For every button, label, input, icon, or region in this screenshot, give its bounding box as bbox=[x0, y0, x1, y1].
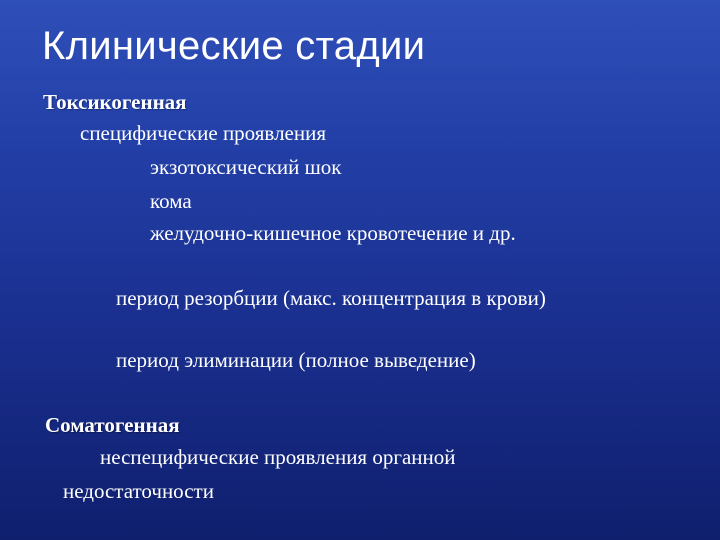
toxic-item-shock: экзотоксический шок bbox=[150, 155, 342, 179]
toxic-item-coma: кома bbox=[150, 189, 192, 213]
toxic-item-bleeding: желудочно-кишечное кровотечение и др. bbox=[150, 221, 516, 245]
somatic-line-1: неспецифические проявления органной bbox=[100, 445, 456, 469]
slide-title: Клинические стадии bbox=[42, 24, 426, 68]
toxic-specific: специфические проявления bbox=[80, 121, 327, 145]
somatic-heading: Соматогенная bbox=[45, 413, 180, 437]
elimination-period: период элиминации (полное выведение) bbox=[116, 348, 476, 372]
somatic-line-2: недостаточности bbox=[63, 479, 214, 503]
resorption-period: период резорбции (макс. концентрация в крови) bbox=[116, 286, 546, 310]
toxic-heading: Токсикогенная bbox=[43, 90, 187, 114]
